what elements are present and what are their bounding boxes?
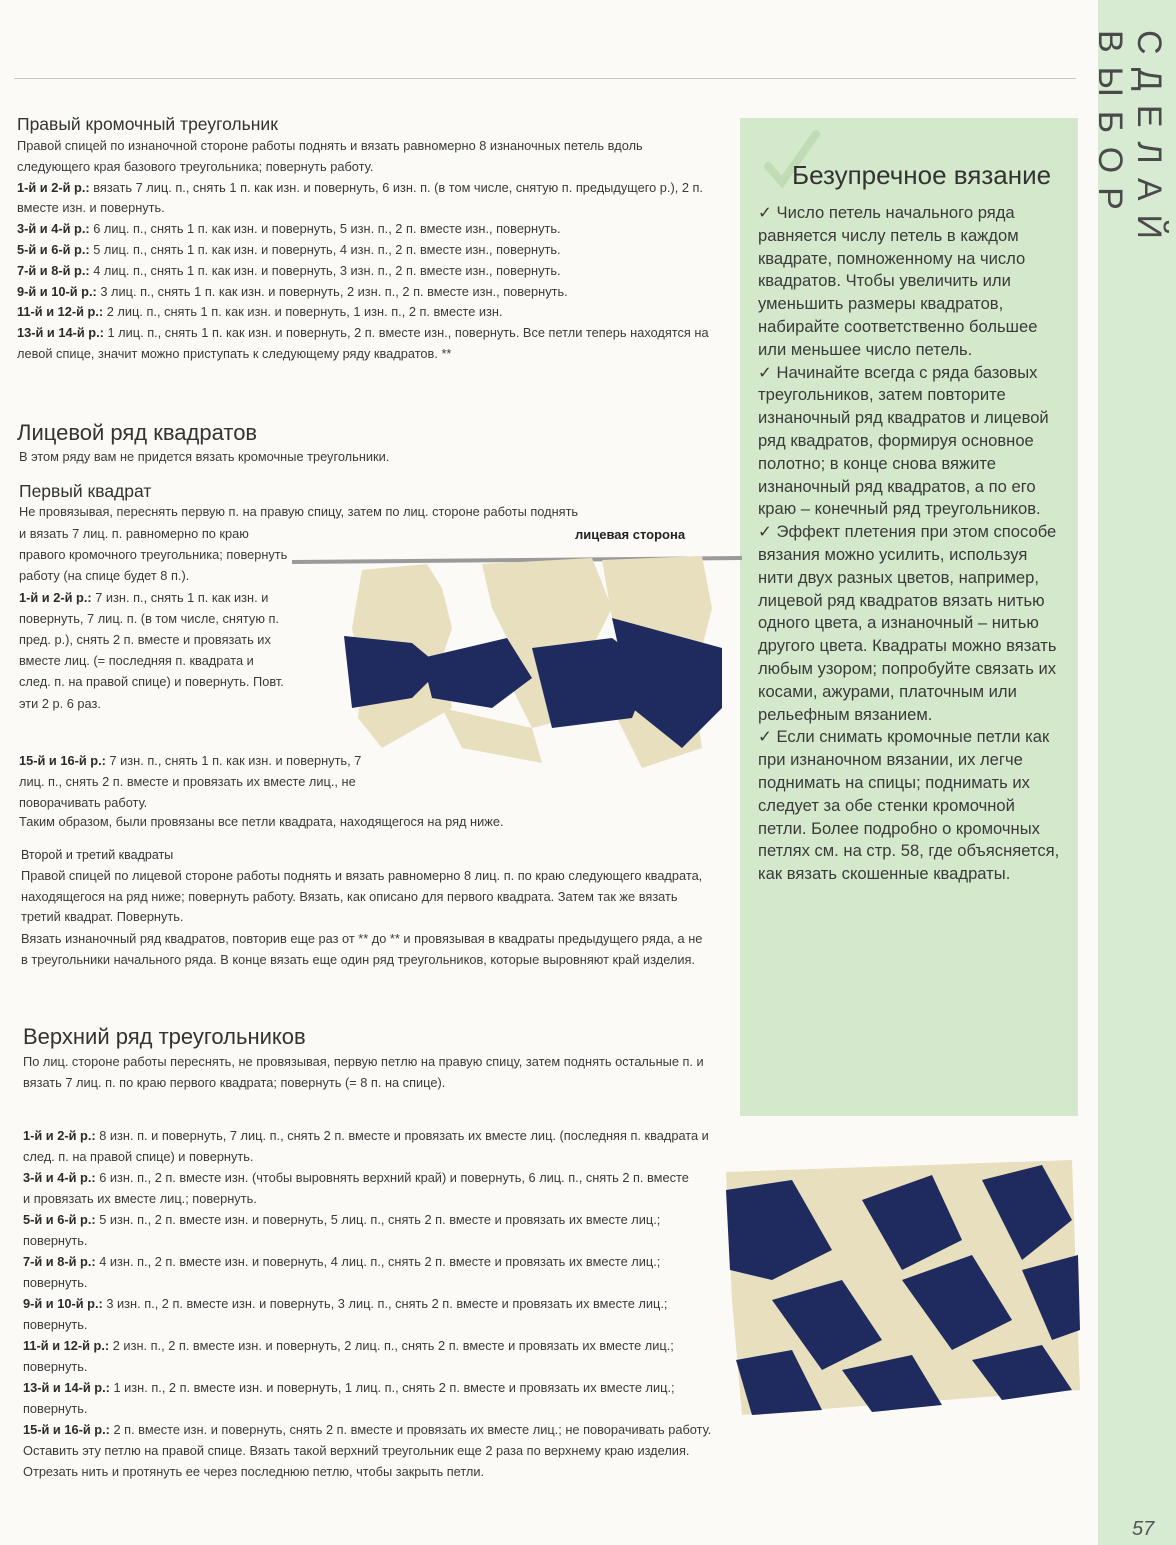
tip-item: ✓ Если снимать кромочные петли как при изнаночном вязании, их легче поднимать на спицы; поднимать их следует за обе стенки кромочной петли. Более подробно о кромочных петлях см. на стр. 58, где объясняется, как вязать скошенные квадраты. bbox=[758, 727, 1060, 884]
row-instruction: 13-й и 14-й р.: 1 изн. п., 2 п. вместе изн. и повернуть, 1 лиц. п., снять 2 п. вместе и провязать их вместе лиц.; повернуть. bbox=[23, 1380, 675, 1416]
second-third-heading: Второй и третий квадраты bbox=[21, 848, 174, 862]
finished-swatch-photo bbox=[712, 1160, 1084, 1418]
right-triangle-text bbox=[17, 136, 711, 365]
row-instruction: 5-й и 6-й р.: 5 изн. п., 2 п. вместе изн. и повернуть, 5 лиц. п., снять 2 п. вместе и провязать их вместе лиц.; повернуть. bbox=[23, 1212, 661, 1248]
top-row-heading: Верхний ряд треугольников bbox=[23, 1024, 306, 1049]
row-instruction: 3-й и 4-й р.: 6 лиц. п., снять 1 п. как изн. и повернуть, 5 изн. п., 2 п. вместе изн., повернуть. bbox=[17, 221, 561, 237]
row-instruction: 13-й и 14-й р.: 1 лиц. п., снять 1 п. как изн. и повернуть, 2 п. вместе изн., повернуть. Все петли теперь находятся на левой спице, значит можно приступать к следующему ряду квадратов. ** bbox=[17, 325, 709, 361]
knit-row-heading: Лицевой ряд квадратов bbox=[17, 420, 258, 445]
first-square-heading: Первый квадрат bbox=[19, 481, 152, 501]
intro: Правой спицей по изнаночной стороне работы поднять и вязать равномерно 8 изнаночных петель вдоль следующего края базового треугольника; повернуть работу. bbox=[17, 138, 643, 174]
row-instruction: 11-й и 12-й р.: 2 лиц. п., снять 1 п. как изн. и повернуть, 1 изн. п., 2 п. вместе изн. bbox=[17, 304, 503, 320]
second-third-text: Правой спицей по лицевой стороне работы поднять и вязать равномерно 8 лиц. п. по краю следующего квадрата, находящегося на ряд ниже; повернуть работу. Вязать, как описано для первого квадрата. Затем так же вязать третий квадрат. Повернуть. bbox=[21, 868, 703, 925]
page-number: 57 bbox=[1132, 1518, 1155, 1540]
row-instruction: 1-й и 2-й р.: 8 изн. п. и повернуть, 7 лиц. п., снять 2 п. вместе и провязать их вместе лиц. (последняя п. квадрата и след. п. на правой спице) и повернуть. bbox=[23, 1128, 709, 1164]
row-instruction: 7-й и 8-й р.: 4 лиц. п., снять 1 п. как изн. и повернуть, 3 изн. п., 2 п. вместе изн., повернуть. bbox=[17, 262, 561, 278]
tip-item: ✓ Число петель начального ряда равняется числу петель в каждом квадрате, помноженному на число квадратов. Чтобы увеличить или уменьшить размеры квадратов, набирайте соответственно большее или меньшее число петель. bbox=[758, 203, 1038, 359]
section-title-vertical: СДЕЛАЙ ВЫБОР bbox=[1091, 30, 1168, 253]
tip-list bbox=[758, 202, 1062, 886]
right-triangle-heading: Правый кромочный треугольник bbox=[17, 114, 278, 134]
row-instruction: 5-й и 6-й р.: 5 лиц. п., снять 1 п. как изн. и повернуть, 4 изн. п., 2 п. вместе изн., повернуть. bbox=[17, 241, 561, 257]
row-instruction: 9-й и 10-й р.: 3 лиц. п., снять 1 п. как изн. и повернуть, 2 изн. п., 2 п. вместе изн., повернуть. bbox=[17, 283, 568, 299]
row-instruction: 15-й и 16-й р.: 7 изн. п., снять 1 п. как изн. и повернуть, 7 лиц. п., снять 2 п. вместе и провязать их вместе лиц., не поворачивать работу. bbox=[19, 753, 362, 811]
row-instruction: 7-й и 8-й р.: 4 изн. п., 2 п. вместе изн. и повернуть, 4 лиц. п., снять 2 п. вместе и провязать их вместе лиц.; повернуть. bbox=[23, 1254, 661, 1290]
top-row-rows bbox=[23, 1125, 713, 1482]
row-instruction: 9-й и 10-й р.: 3 изн. п., 2 п. вместе изн. и повернуть, 3 лиц. п., снять 2 п. вместе и провязать их вместе лиц.; повернуть. bbox=[23, 1296, 668, 1332]
first-square-outro: Таким образом, были провязаны все петли квадрата, находящегося на ряд ниже. bbox=[19, 814, 504, 829]
tip-title: Безупречное вязание bbox=[792, 160, 1052, 190]
top-rule bbox=[14, 78, 1076, 79]
repeat-text: Вязать изнаночный ряд квадратов, повторив еще раз от ** до ** и провязывая в квадраты предыдущего ряда, а не в треугольники начального ряда. В конце вязать еще один ряд треугольников, которые выровняют край изделия. bbox=[21, 931, 703, 967]
row-instruction: 15-й и 16-й р.: 2 п. вместе изн. и повернуть, снять 2 п. вместе и провязать их вместе лиц.; не поворачивать работу. Оставить эту петлю на правой спице. Вязать такой верхний треугольник еще 2 раза по верхнему краю изделия. Отрезать нить и протянуть ее через последнюю петлю, чтобы закрыть петли. bbox=[23, 1422, 712, 1479]
row-instruction: 1-й и 2-й р.: вязать 7 лиц. п., снять 1 п. как изн. и повернуть, 6 изн. п. (в том числе, снятую п. предыдущего р.), 2 п. вместе изн. и повернуть. bbox=[17, 179, 703, 216]
tip-item: ✓ Эффект плетения при этом способе вязания можно усилить, используя нити двух разных цветов, например, лицевой ряд квадратов вязать нитью одного цвета, а изнаночный – нитью другого цвета. Квадраты можно вязать любым узором; попробуйте связать их косами, ажурами, платочным или рельефным вязанием. bbox=[758, 522, 1057, 724]
knitting-photo-on-needle bbox=[292, 548, 742, 788]
row-instruction: 11-й и 12-й р.: 2 изн. п., 2 п. вместе изн. и повернуть, 2 лиц. п., снять 2 п. вместе и провязать их вместе лиц.; повернуть. bbox=[23, 1338, 674, 1374]
knit-row-intro: В этом ряду вам не придется вязать кромочные треугольники. bbox=[19, 449, 390, 464]
photo-label: лицевая сторона bbox=[575, 527, 686, 542]
row-instruction: 3-й и 4-й р.: 6 изн. п., 2 п. вместе изн. (чтобы выровнять верхний край) и повернуть, 6 лиц. п., снять 2 п. вместе и провязать их вместе лиц.; повернуть. bbox=[23, 1170, 689, 1206]
first-square-line: Не провязывая, переснять первую п. на правую спицу, затем по лиц. стороне работы поднять bbox=[19, 504, 579, 519]
first-square-text: и вязать 7 лиц. п. равномерно по краю правого кромочного треугольника; повернуть работу (на спице будет 8 п.). 1-й и 2-й р.: 7 изн. п., снять 1 п. как изн. и повернуть, 7 лиц. п. (в том числе, снятую п. пред. р.), снять 2 п. вместе и провязать их вместе лиц. (= последняя п. квадрата и след. п. на правой спице) и повернуть. Повт. эти 2 р. 6 раз. bbox=[19, 523, 289, 714]
tip-item: ✓ Начинайте всегда с ряда базовых треугольников, затем повторите изнаночный ряд квадратов и лицевой ряд квадратов, формируя основное полотно; в конце снова вяжите изнаночный ряд квадратов, а по его краю – конечный ряд треугольников. bbox=[758, 362, 1049, 519]
row-instruction: 1-й и 2-й р.: 7 изн. п., снять 1 п. как изн. и повернуть, 7 лиц. п. (в том числе, снятую п. пред. р.), снять 2 п. вместе и провязать их вместе лиц. (= последняя п. квадрата и след. п. на правой спице) и повернуть. Повт. эти 2 р. 6 раз. bbox=[19, 589, 284, 711]
top-row-intro: По лиц. стороне работы переснять, не провязывая, первую петлю на правую спицу, затем поднять остальные п. и вязать 7 лиц. п. по краю первого квадрата; повернуть (= 8 п. на спице). bbox=[23, 1054, 704, 1091]
